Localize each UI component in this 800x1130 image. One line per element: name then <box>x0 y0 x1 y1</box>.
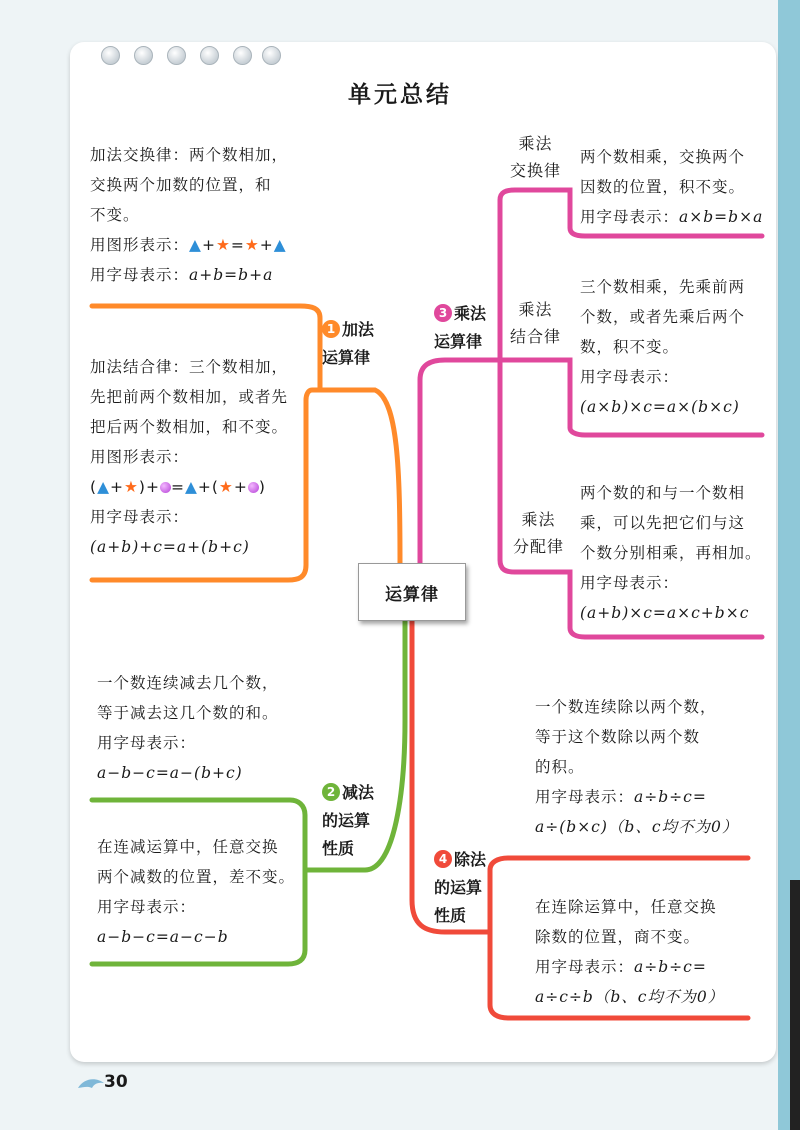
multiplication-branch-line <box>420 360 500 565</box>
text-line: 个数，或者先乘后两个 <box>580 308 746 326</box>
page-number: 30 <box>104 1072 128 1092</box>
text-line: 加法结合律：三个数相加， <box>90 358 289 376</box>
subtraction-branch-label <box>322 779 374 863</box>
center-node: 运算律 <box>358 563 466 621</box>
multiplication-branch-label <box>434 300 486 356</box>
letter-label: 用字母表示： <box>580 368 680 386</box>
multiplication-label-b: 运算律 <box>434 332 483 351</box>
sub-label-a: 乘法 <box>518 134 553 153</box>
mul-commutative-label <box>510 130 561 184</box>
letter-label: 用字母表示： <box>580 574 680 592</box>
formula: (a+b)×c=a×c+b×c <box>580 604 750 622</box>
mul-associative-text <box>580 272 745 422</box>
text-line: 等于减去这几个数的和。 <box>97 704 279 722</box>
shape-row: 用图形表示：▲+★=★+▲ <box>90 236 287 254</box>
sub-label-b: 交换律 <box>510 161 562 180</box>
text-line: 在连减运算中，任意交换 <box>97 838 279 856</box>
sub-label-b: 分配律 <box>513 537 565 556</box>
letter-row <box>90 260 288 290</box>
star-icon: ★ <box>215 236 231 254</box>
text-line: 一个数连续除以两个数， <box>535 698 717 716</box>
letter-label: 用字母表示： <box>90 266 190 284</box>
text-line: 两个数相乘，交换两个 <box>580 148 746 166</box>
addition-branch-label <box>322 316 374 372</box>
subtraction-label-b: 的运算 <box>322 811 371 830</box>
subtraction-rule1-text <box>97 668 279 788</box>
text-line: 数，积不变。 <box>580 338 680 356</box>
shape-label: 用图形表示： <box>90 448 190 466</box>
division-label-c: 性质 <box>434 906 467 925</box>
text-line: 除数的位置，商不变。 <box>535 928 701 946</box>
formula: a−b−c=a−c−b <box>97 928 229 946</box>
sub-label-a: 乘法 <box>521 510 556 529</box>
number-1-icon: 1 <box>322 320 340 338</box>
division-rule1-text <box>535 692 738 842</box>
formula: a÷b÷c= <box>634 958 707 976</box>
mul-commutative-text <box>580 142 763 232</box>
text-line: 乘，可以先把它们与这 <box>580 514 746 532</box>
subtraction-rule2-text <box>97 832 295 952</box>
letter-row <box>535 782 738 812</box>
formula: (a×b)×c=a×(b×c) <box>580 398 740 416</box>
letter-label: 用字母表示： <box>580 208 680 226</box>
addition-label-a: 加法 <box>342 320 375 339</box>
sub-label-b: 结合律 <box>510 327 562 346</box>
shape-row: (▲+★)+ =▲+(★+ ) <box>90 478 266 496</box>
number-3-icon: 3 <box>434 304 452 322</box>
multiplication-label-a: 乘法 <box>454 304 487 323</box>
text-line: 交换两个加数的位置，和 <box>90 176 272 194</box>
addition-commutative-text <box>90 140 288 290</box>
text-line: 两个减数的位置，差不变。 <box>97 868 296 886</box>
text-line: 一个数连续减去几个数， <box>97 674 279 692</box>
division-branch-label <box>434 846 486 930</box>
subtraction-label-a: 减法 <box>342 783 375 802</box>
formula: a−b−c=a−(b+c) <box>97 764 243 782</box>
addition-associative-text <box>90 352 288 562</box>
letter-label: 用字母表示： <box>535 958 635 976</box>
text-line: 三个数相乘，先乘前两 <box>580 278 746 296</box>
mul-distributive-text <box>580 478 762 628</box>
division-rule2-text <box>535 892 724 1012</box>
text-line: 不变。 <box>90 206 140 224</box>
text-line: 个数分别相乘，再相加。 <box>580 544 762 562</box>
formula: a×b=b×a <box>679 208 764 226</box>
division-label-b: 的运算 <box>434 878 483 897</box>
mul-distributive-label <box>513 506 564 560</box>
formula: a+b=b+a <box>189 266 274 284</box>
formula: a÷(b×c)（b、c均不为0） <box>535 818 739 836</box>
text-line: 两个数的和与一个数相 <box>580 484 746 502</box>
letter-label: 用字母表示： <box>97 734 197 752</box>
page-title: 单元总结 <box>348 82 452 108</box>
ball-icon <box>248 482 259 493</box>
shape-label: 用图形表示： <box>90 236 190 254</box>
addition-label-b: 运算律 <box>322 348 371 367</box>
subtraction-label-c: 性质 <box>322 839 355 858</box>
formula: a÷c÷b（b、c均不为0） <box>535 988 725 1006</box>
ball-icon <box>160 482 171 493</box>
mul-associative-label <box>510 296 561 350</box>
triangle-icon: ▲ <box>184 478 198 496</box>
star-icon: ★ <box>218 478 234 496</box>
text-line: 的积。 <box>535 758 585 776</box>
sub-label-a: 乘法 <box>518 300 553 319</box>
division-label-a: 除法 <box>454 850 487 869</box>
letter-row <box>535 952 724 982</box>
text-line: 先把前两个数相加，或者先 <box>90 388 289 406</box>
text-line: 等于这个数除以两个数 <box>535 728 701 746</box>
text-line: 把后两个数相加，和不变。 <box>90 418 289 436</box>
triangle-icon: ▲ <box>273 236 287 254</box>
triangle-icon: ▲ <box>97 478 110 496</box>
dolphin-icon <box>76 1074 106 1094</box>
formula: a÷b÷c= <box>634 788 707 806</box>
star-icon: ★ <box>244 236 260 254</box>
letter-label: 用字母表示： <box>90 508 190 526</box>
number-2-icon: 2 <box>322 783 340 801</box>
formula: (a+b)+c=a+(b+c) <box>90 538 250 556</box>
star-icon: ★ <box>123 478 139 496</box>
letter-row <box>580 202 763 232</box>
letter-label: 用字母表示： <box>97 898 197 916</box>
number-4-icon: 4 <box>434 850 452 868</box>
text-line: 因数的位置，积不变。 <box>580 178 746 196</box>
triangle-icon: ▲ <box>189 236 202 254</box>
letter-label: 用字母表示： <box>535 788 635 806</box>
text-line: 加法交换律：两个数相加， <box>90 146 289 164</box>
text-line: 在连除运算中，任意交换 <box>535 898 717 916</box>
